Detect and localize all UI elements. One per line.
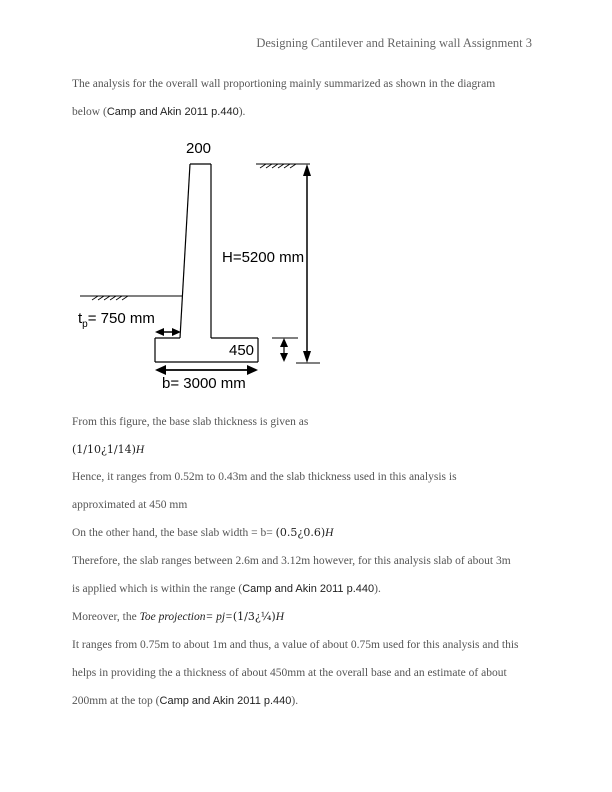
top-width-label: 200 [186, 140, 212, 157]
width-paragraph [72, 519, 540, 547]
formula-slab-thickness: (1/10¿1/14)H [72, 443, 145, 456]
height-label: H=5200 mm [222, 249, 305, 266]
base-arrow-right-icon [247, 365, 258, 375]
retaining-wall-diagram [70, 135, 330, 395]
height-arrow-bottom-icon [303, 351, 311, 363]
slab-arrow-bottom-icon [280, 353, 288, 362]
figure-line: From this figure, the base slab thickness is given as [72, 416, 309, 428]
slab-range-line-1: Therefore, the slab ranges between 2.6m and 3.12m however, for this analysis slab of about 3m [72, 555, 511, 567]
backfill-hatch-icon [260, 164, 296, 168]
conclusion-paragraph [72, 631, 540, 715]
toe-paragraph [72, 603, 540, 631]
base-arrow-left-icon [155, 365, 166, 375]
height-arrow-top-icon [303, 164, 311, 176]
front-hatch-icon [92, 296, 128, 300]
figure-paragraph [72, 408, 540, 464]
intro-line-1: The analysis for the overall wall proportioning mainly summarized as shown in the diagram [72, 78, 496, 90]
citation: Camp and Akin 2011 p.440 [106, 106, 239, 118]
range-line-2: approximated at 450 mm [72, 499, 188, 511]
citation: Camp and Akin 2011 p.440 [159, 695, 292, 707]
slab-thickness-label: 450 [229, 342, 255, 359]
conclusion-line-3: 200mm at the top (Camp and Akin 2011 p.440). [72, 695, 299, 707]
toe-projection-label: $t_p= 750$ mm [78, 310, 155, 330]
slab-range-line-2: is applied which is within the range (Camp and Akin 2011 p.440). [72, 583, 381, 595]
range-line-1: Hence, it ranges from 0.52m to 0.43m and the slab thickness used in this analysis is [72, 471, 457, 483]
toe-line: Moreover, the Toe projection= pj=(1/3¿¼)H [72, 610, 284, 623]
citation: Camp and Akin 2011 p.440 [242, 583, 375, 595]
base-width-label: b= 3000 mm [162, 375, 246, 392]
width-line: On the other hand, the base slab width = b= (0.5¿0.6)H [72, 526, 334, 539]
slab-range-paragraph [72, 547, 540, 603]
conclusion-line-2: helps in providing the a thickness of about 450mm at the overall base and an estimate of about [72, 667, 507, 679]
conclusion-line-1: It ranges from 0.75m to about 1m and thus, a value of about 0.75m used for this analysis and this [72, 639, 519, 651]
range-paragraph [72, 463, 540, 519]
toe-arrow-left-icon [155, 328, 164, 336]
intro-line-2: below (Camp and Akin 2011 p.440). [72, 106, 246, 118]
running-header: Designing Cantilever and Retaining wall Assignment 3 [256, 36, 532, 50]
intro-paragraph [72, 70, 540, 126]
slab-arrow-top-icon [280, 338, 288, 347]
